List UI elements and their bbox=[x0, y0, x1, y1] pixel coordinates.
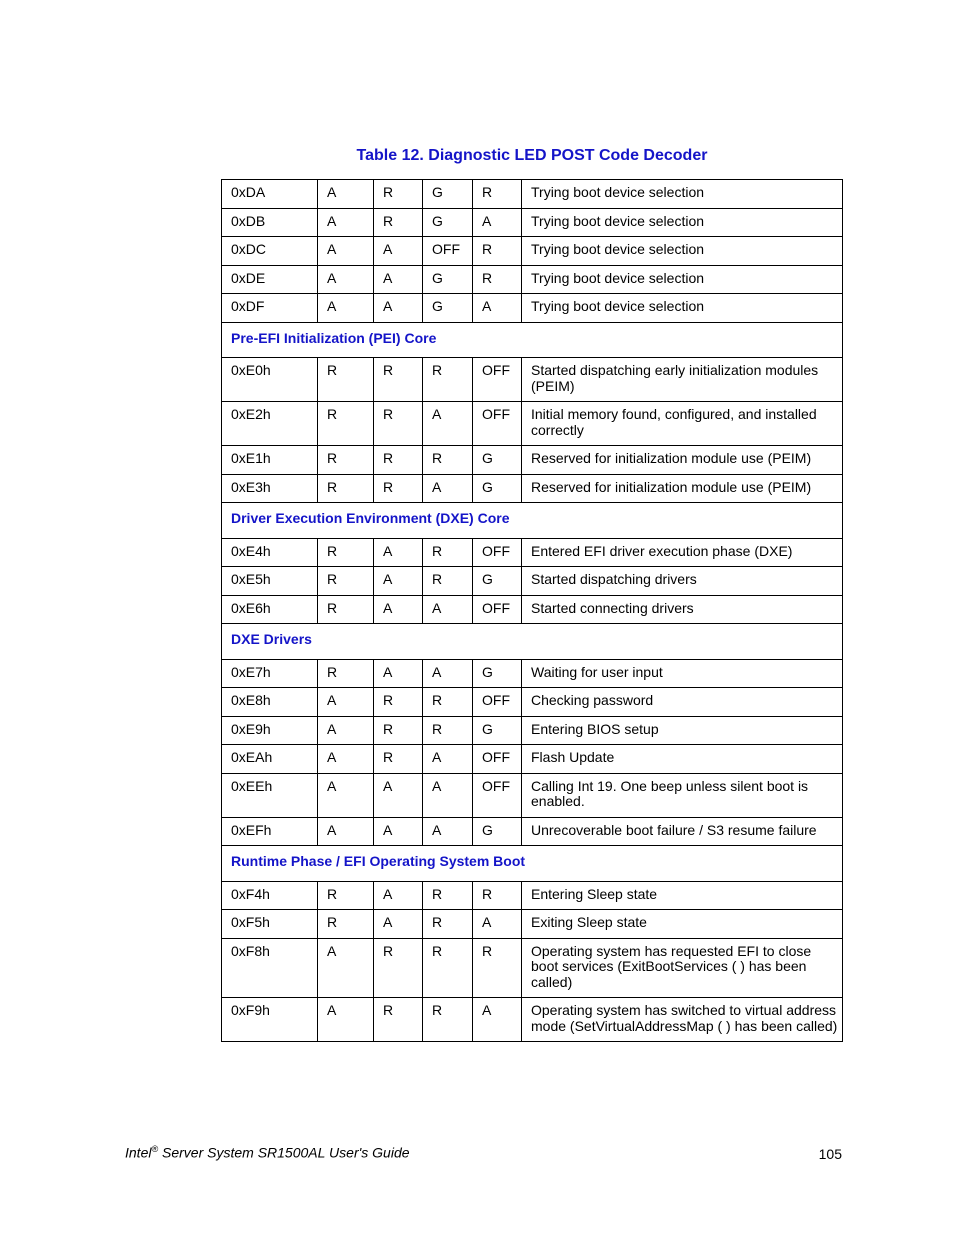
description-cell: Waiting for user input bbox=[522, 659, 843, 688]
led-3-cell: R bbox=[423, 998, 473, 1042]
led-2-cell: A bbox=[374, 817, 423, 846]
led-2-cell: R bbox=[374, 688, 423, 717]
table-row bbox=[222, 402, 843, 446]
section-header-row bbox=[222, 503, 843, 539]
led-1-cell: R bbox=[318, 595, 374, 624]
footer-trademark: ® bbox=[151, 1144, 159, 1154]
led-4-cell: OFF bbox=[473, 745, 522, 774]
led-3-cell: R bbox=[423, 910, 473, 939]
post-code-cell: 0xE8h bbox=[222, 688, 318, 717]
led-3-cell: R bbox=[423, 538, 473, 567]
description-cell: Reserved for initialization module use (PEIM) bbox=[522, 474, 843, 503]
led-3-cell: R bbox=[423, 716, 473, 745]
led-1-cell: A bbox=[318, 180, 374, 209]
led-1-cell: R bbox=[318, 358, 374, 402]
table-body bbox=[222, 180, 843, 1042]
led-1-cell: A bbox=[318, 938, 374, 998]
led-4-cell: A bbox=[473, 910, 522, 939]
led-2-cell: A bbox=[374, 881, 423, 910]
section-header-row bbox=[222, 846, 843, 882]
led-2-cell: R bbox=[374, 446, 423, 475]
led-2-cell: A bbox=[374, 659, 423, 688]
description-cell: Entering BIOS setup bbox=[522, 716, 843, 745]
led-1-cell: A bbox=[318, 265, 374, 294]
led-1-cell: R bbox=[318, 881, 374, 910]
section-header-row bbox=[222, 624, 843, 660]
table-row bbox=[222, 538, 843, 567]
led-4-cell: A bbox=[473, 998, 522, 1042]
table-row bbox=[222, 595, 843, 624]
post-code-cell: 0xDA bbox=[222, 180, 318, 209]
section-header: DXE Drivers bbox=[222, 624, 843, 660]
led-2-cell: R bbox=[374, 180, 423, 209]
led-4-cell: OFF bbox=[473, 538, 522, 567]
post-code-cell: 0xE0h bbox=[222, 358, 318, 402]
description-cell: Trying boot device selection bbox=[522, 265, 843, 294]
post-code-cell: 0xE2h bbox=[222, 402, 318, 446]
led-3-cell: R bbox=[423, 938, 473, 998]
led-4-cell: OFF bbox=[473, 595, 522, 624]
led-3-cell: A bbox=[423, 474, 473, 503]
led-2-cell: R bbox=[374, 716, 423, 745]
led-3-cell: A bbox=[423, 745, 473, 774]
description-cell: Reserved for initialization module use (PEIM) bbox=[522, 446, 843, 475]
led-1-cell: A bbox=[318, 716, 374, 745]
footer-brand: Intel bbox=[125, 1144, 152, 1161]
post-code-cell: 0xEAh bbox=[222, 745, 318, 774]
section-header: Pre-EFI Initialization (PEI) Core bbox=[222, 322, 843, 358]
description-cell: Calling Int 19. One beep unless silent boot is enabled. bbox=[522, 773, 843, 817]
led-1-cell: R bbox=[318, 446, 374, 475]
led-2-cell: A bbox=[374, 773, 423, 817]
table-row bbox=[222, 659, 843, 688]
table-row bbox=[222, 180, 843, 209]
led-3-cell: R bbox=[423, 567, 473, 596]
led-4-cell: R bbox=[473, 881, 522, 910]
table-title: Table 12. Diagnostic LED POST Code Decoder bbox=[356, 147, 708, 164]
led-1-cell: A bbox=[318, 773, 374, 817]
led-3-cell: G bbox=[423, 208, 473, 237]
post-code-cell: 0xF9h bbox=[222, 998, 318, 1042]
table-row bbox=[222, 773, 843, 817]
description-cell: Entered EFI driver execution phase (DXE) bbox=[522, 538, 843, 567]
table-row bbox=[222, 745, 843, 774]
description-cell: Operating system has switched to virtual address mode (SetVirtualAddressMap ( ) has been called) bbox=[522, 998, 843, 1042]
post-code-cell: 0xDC bbox=[222, 237, 318, 266]
description-cell: Unrecoverable boot failure / S3 resume failure bbox=[522, 817, 843, 846]
description-cell: Trying boot device selection bbox=[522, 208, 843, 237]
led-3-cell: A bbox=[423, 659, 473, 688]
led-2-cell: R bbox=[374, 938, 423, 998]
led-3-cell: G bbox=[423, 294, 473, 323]
post-code-cell: 0xE9h bbox=[222, 716, 318, 745]
led-1-cell: A bbox=[318, 998, 374, 1042]
table-row bbox=[222, 294, 843, 323]
post-code-cell: 0xE3h bbox=[222, 474, 318, 503]
led-1-cell: A bbox=[318, 817, 374, 846]
post-code-cell: 0xF8h bbox=[222, 938, 318, 998]
post-code-cell: 0xE6h bbox=[222, 595, 318, 624]
led-4-cell: A bbox=[473, 294, 522, 323]
led-1-cell: R bbox=[318, 538, 374, 567]
led-3-cell: A bbox=[423, 402, 473, 446]
page-number: 105 bbox=[818, 1146, 842, 1162]
led-4-cell: R bbox=[473, 265, 522, 294]
led-4-cell: G bbox=[473, 567, 522, 596]
description-cell: Started dispatching drivers bbox=[522, 567, 843, 596]
led-4-cell: OFF bbox=[473, 402, 522, 446]
description-cell: Trying boot device selection bbox=[522, 180, 843, 209]
description-cell: Started connecting drivers bbox=[522, 595, 843, 624]
description-cell: Flash Update bbox=[522, 745, 843, 774]
led-4-cell: R bbox=[473, 180, 522, 209]
led-4-cell: OFF bbox=[473, 773, 522, 817]
post-code-cell: 0xF5h bbox=[222, 910, 318, 939]
section-header-row bbox=[222, 322, 843, 358]
post-code-cell: 0xDB bbox=[222, 208, 318, 237]
led-3-cell: R bbox=[423, 881, 473, 910]
post-code-cell: 0xEEh bbox=[222, 773, 318, 817]
led-3-cell: A bbox=[423, 817, 473, 846]
led-2-cell: A bbox=[374, 595, 423, 624]
description-cell: Checking password bbox=[522, 688, 843, 717]
section-header: Runtime Phase / EFI Operating System Boot bbox=[222, 846, 843, 882]
post-code-cell: 0xE4h bbox=[222, 538, 318, 567]
led-1-cell: A bbox=[318, 294, 374, 323]
table-row bbox=[222, 881, 843, 910]
led-4-cell: G bbox=[473, 446, 522, 475]
led-4-cell: G bbox=[473, 716, 522, 745]
table-row bbox=[222, 716, 843, 745]
table-row bbox=[222, 237, 843, 266]
led-1-cell: A bbox=[318, 688, 374, 717]
led-3-cell: R bbox=[423, 688, 473, 717]
table-row bbox=[222, 817, 843, 846]
led-4-cell: OFF bbox=[473, 688, 522, 717]
led-4-cell: G bbox=[473, 817, 522, 846]
led-4-cell: R bbox=[473, 237, 522, 266]
description-cell: Started dispatching early initialization modules (PEIM) bbox=[522, 358, 843, 402]
footer-guide-title bbox=[125, 1144, 410, 1161]
footer-guide-name: Server System SR1500AL User's Guide bbox=[158, 1144, 410, 1161]
led-4-cell: G bbox=[473, 474, 522, 503]
led-4-cell: R bbox=[473, 938, 522, 998]
table-row bbox=[222, 567, 843, 596]
section-header: Driver Execution Environment (DXE) Core bbox=[222, 503, 843, 539]
led-2-cell: R bbox=[374, 358, 423, 402]
led-1-cell: A bbox=[318, 208, 374, 237]
table-row bbox=[222, 474, 843, 503]
table-row bbox=[222, 938, 843, 998]
table-row bbox=[222, 998, 843, 1042]
led-3-cell: A bbox=[423, 595, 473, 624]
led-2-cell: A bbox=[374, 265, 423, 294]
post-code-cell: 0xE1h bbox=[222, 446, 318, 475]
led-2-cell: A bbox=[374, 910, 423, 939]
table-row bbox=[222, 358, 843, 402]
post-code-cell: 0xDE bbox=[222, 265, 318, 294]
post-code-cell: 0xE7h bbox=[222, 659, 318, 688]
led-1-cell: R bbox=[318, 567, 374, 596]
led-2-cell: A bbox=[374, 567, 423, 596]
post-code-cell: 0xE5h bbox=[222, 567, 318, 596]
led-4-cell: OFF bbox=[473, 358, 522, 402]
led-2-cell: R bbox=[374, 474, 423, 503]
table-row bbox=[222, 446, 843, 475]
post-code-cell: 0xDF bbox=[222, 294, 318, 323]
table-row bbox=[222, 910, 843, 939]
led-1-cell: R bbox=[318, 402, 374, 446]
led-1-cell: R bbox=[318, 659, 374, 688]
description-cell: Trying boot device selection bbox=[522, 237, 843, 266]
table-row bbox=[222, 208, 843, 237]
description-cell: Exiting Sleep state bbox=[522, 910, 843, 939]
led-3-cell: G bbox=[423, 180, 473, 209]
led-2-cell: A bbox=[374, 237, 423, 266]
led-1-cell: A bbox=[318, 745, 374, 774]
led-3-cell: R bbox=[423, 358, 473, 402]
led-4-cell: G bbox=[473, 659, 522, 688]
led-2-cell: A bbox=[374, 538, 423, 567]
description-cell: Operating system has requested EFI to close boot services (ExitBootServices ( ) has been called) bbox=[522, 938, 843, 998]
description-cell: Entering Sleep state bbox=[522, 881, 843, 910]
description-cell: Trying boot device selection bbox=[522, 294, 843, 323]
led-4-cell: A bbox=[473, 208, 522, 237]
led-1-cell: R bbox=[318, 910, 374, 939]
led-2-cell: R bbox=[374, 402, 423, 446]
post-code-cell: 0xF4h bbox=[222, 881, 318, 910]
led-2-cell: R bbox=[374, 208, 423, 237]
led-2-cell: A bbox=[374, 294, 423, 323]
led-3-cell: G bbox=[423, 265, 473, 294]
led-2-cell: R bbox=[374, 745, 423, 774]
led-1-cell: A bbox=[318, 237, 374, 266]
led-1-cell: R bbox=[318, 474, 374, 503]
led-3-cell: OFF bbox=[423, 237, 473, 266]
led-2-cell: R bbox=[374, 998, 423, 1042]
post-code-cell: 0xEFh bbox=[222, 817, 318, 846]
led-3-cell: A bbox=[423, 773, 473, 817]
post-code-table bbox=[221, 179, 843, 1042]
table-row bbox=[222, 265, 843, 294]
description-cell: Initial memory found, configured, and installed correctly bbox=[522, 402, 843, 446]
table-row bbox=[222, 688, 843, 717]
led-3-cell: R bbox=[423, 446, 473, 475]
